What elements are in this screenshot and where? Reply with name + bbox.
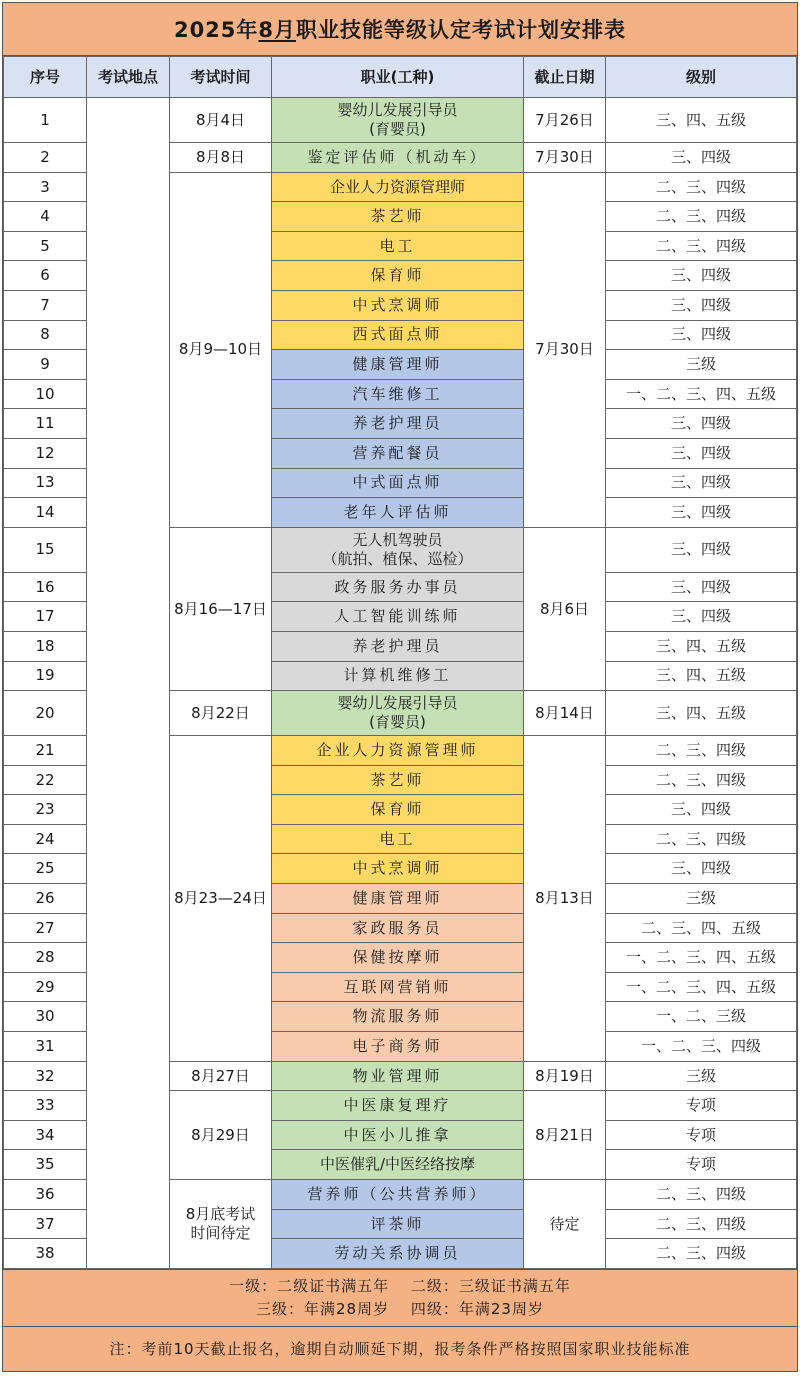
level-conditions <box>3 1270 797 1327</box>
header-job: 职业(工种) <box>272 57 524 98</box>
job-name-cell: 养老护理员 <box>272 409 524 439</box>
level-cell: 二、三、四级 <box>606 765 797 795</box>
row-number: 36 <box>4 1180 87 1210</box>
job-name-cell: 评茶师 <box>272 1209 524 1239</box>
row-number: 22 <box>4 765 87 795</box>
level-cell: 三级 <box>606 350 797 380</box>
job-name-cell: 互联网营销师 <box>272 972 524 1002</box>
job-name-cell: 企业人力资源管理师 <box>272 172 524 202</box>
job-name-cell: 西式面点师 <box>272 320 524 350</box>
row-number: 11 <box>4 409 87 439</box>
level-cell: 二、三、四级 <box>606 1180 797 1210</box>
job-name-cell: 中医小儿推拿 <box>272 1120 524 1150</box>
row-number: 1 <box>4 98 87 143</box>
title-suffix: 职业技能等级认定考试计划安排表 <box>296 18 627 42</box>
job-name-cell: 营养师（公共营养师） <box>272 1180 524 1210</box>
exam-time-cell: 8月27日 <box>170 1061 272 1091</box>
level-cell: 一、二、三、四、五级 <box>606 972 797 1002</box>
job-name-cell: 保育师 <box>272 261 524 291</box>
table-body <box>4 98 797 1269</box>
level-cell: 二、三、四级 <box>606 824 797 854</box>
row-number: 12 <box>4 438 87 468</box>
job-name-cell: 物流服务师 <box>272 1002 524 1032</box>
level-cell: 三、四级 <box>606 795 797 825</box>
row-number: 9 <box>4 350 87 380</box>
row-number: 30 <box>4 1002 87 1032</box>
row-number: 23 <box>4 795 87 825</box>
header-location: 考试地点 <box>87 57 170 98</box>
table-header-row <box>4 57 797 98</box>
level-cell: 二、三、四级 <box>606 1209 797 1239</box>
row-number: 31 <box>4 1032 87 1062</box>
job-name-cell: 健康管理师 <box>272 350 524 380</box>
job-name-cell: 鉴定评估师（机动车） <box>272 143 524 173</box>
row-number: 18 <box>4 631 87 661</box>
level-cell: 三级 <box>606 1061 797 1091</box>
deadline-cell: 8月21日 <box>524 1091 606 1180</box>
level-cell: 三、四、五级 <box>606 98 797 143</box>
job-name-cell: 政务服务办事员 <box>272 572 524 602</box>
job-name-cell: 老年人评估师 <box>272 498 524 528</box>
level-cell: 二、三、四级 <box>606 202 797 232</box>
notes-section <box>3 1269 797 1371</box>
level-cell: 三、四级 <box>606 602 797 632</box>
level-cell: 三、四级 <box>606 290 797 320</box>
row-number: 29 <box>4 972 87 1002</box>
level-cell: 二、三、四级 <box>606 736 797 766</box>
row-number: 17 <box>4 602 87 632</box>
job-name-cell: 中式烹调师 <box>272 854 524 884</box>
deadline-cell: 7月26日 <box>524 98 606 143</box>
job-name-cell: 营养配餐员 <box>272 438 524 468</box>
row-number: 4 <box>4 202 87 232</box>
header-level: 级别 <box>606 57 797 98</box>
level-cell: 三、四级 <box>606 143 797 173</box>
job-name-cell: 电工 <box>272 231 524 261</box>
level-cell: 三、四、五级 <box>606 631 797 661</box>
row-number: 14 <box>4 498 87 528</box>
row-number: 13 <box>4 468 87 498</box>
level-cell: 三、四、五级 <box>606 691 797 736</box>
level-cell: 三级 <box>606 884 797 914</box>
job-name-cell: 婴幼儿发展引导员 (育婴员) <box>272 691 524 736</box>
level-cell: 一、二、三、四、五级 <box>606 943 797 973</box>
deadline-cell: 8月19日 <box>524 1061 606 1091</box>
level-cell: 专项 <box>606 1120 797 1150</box>
job-name-cell: 中式烹调师 <box>272 290 524 320</box>
row-number: 7 <box>4 290 87 320</box>
exam-time-cell: 8月29日 <box>170 1091 272 1180</box>
exam-time-cell: 8月8日 <box>170 143 272 173</box>
exam-time-cell: 8月底考试 时间待定 <box>170 1180 272 1269</box>
row-number: 32 <box>4 1061 87 1091</box>
job-name-cell: 家政服务员 <box>272 913 524 943</box>
header-time: 考试时间 <box>170 57 272 98</box>
job-name-cell: 茶艺师 <box>272 202 524 232</box>
row-number: 24 <box>4 824 87 854</box>
row-number: 3 <box>4 172 87 202</box>
row-number: 26 <box>4 884 87 914</box>
deadline-cell: 待定 <box>524 1180 606 1269</box>
exam-time-cell: 8月23—24日 <box>170 736 272 1062</box>
level-cell: 一、二、三级 <box>606 1002 797 1032</box>
row-number: 37 <box>4 1209 87 1239</box>
level-cell: 三、四级 <box>606 438 797 468</box>
level-cell: 三、四级 <box>606 498 797 528</box>
job-name-cell: 无人机驾驶员 （航拍、植保、巡检） <box>272 527 524 572</box>
deadline-cell: 8月6日 <box>524 527 606 690</box>
level-cell: 三、四级 <box>606 854 797 884</box>
header-deadline: 截止日期 <box>524 57 606 98</box>
exam-time-cell: 8月9—10日 <box>170 172 272 527</box>
job-name-cell: 计算机维修工 <box>272 661 524 691</box>
job-name-cell: 茶艺师 <box>272 765 524 795</box>
job-name-cell: 中式面点师 <box>272 468 524 498</box>
exam-time-cell: 8月22日 <box>170 691 272 736</box>
exam-time-cell: 8月16—17日 <box>170 527 272 690</box>
level-cell: 三、四级 <box>606 527 797 572</box>
table-row <box>4 98 797 143</box>
job-name-cell: 养老护理员 <box>272 631 524 661</box>
condition-line-1: 一级：二级证书满五年 二级：三级证书满五年 <box>229 1277 571 1296</box>
header-no: 序号 <box>4 57 87 98</box>
job-name-cell: 汽车维修工 <box>272 379 524 409</box>
row-number: 8 <box>4 320 87 350</box>
title-prefix: 2025年 <box>173 18 259 42</box>
deadline-cell: 7月30日 <box>524 172 606 527</box>
deadline-cell: 7月30日 <box>524 143 606 173</box>
row-number: 10 <box>4 379 87 409</box>
row-number: 2 <box>4 143 87 173</box>
deadline-cell: 8月14日 <box>524 691 606 736</box>
level-cell: 一、二、三、四、五级 <box>606 379 797 409</box>
level-cell: 二、三、四、五级 <box>606 913 797 943</box>
job-name-cell: 电子商务师 <box>272 1032 524 1062</box>
title-month: 8月 <box>258 18 297 42</box>
row-number: 6 <box>4 261 87 291</box>
job-name-cell: 人工智能训练师 <box>272 602 524 632</box>
level-cell: 三、四级 <box>606 409 797 439</box>
deadline-cell: 8月13日 <box>524 736 606 1062</box>
row-number: 34 <box>4 1120 87 1150</box>
row-number: 28 <box>4 943 87 973</box>
level-cell: 三、四级 <box>606 468 797 498</box>
row-number: 35 <box>4 1150 87 1180</box>
schedule-table <box>3 56 797 1269</box>
job-name-cell: 中医康复理疗 <box>272 1091 524 1121</box>
job-name-cell: 健康管理师 <box>272 884 524 914</box>
job-name-cell: 电工 <box>272 824 524 854</box>
job-name-cell: 企业人力资源管理师 <box>272 736 524 766</box>
row-number: 27 <box>4 913 87 943</box>
job-name-cell: 劳动关系协调员 <box>272 1239 524 1269</box>
row-number: 16 <box>4 572 87 602</box>
location-cell <box>87 98 170 1269</box>
row-number: 38 <box>4 1239 87 1269</box>
condition-line-2: 三级：年满28周岁 四级：年满23周岁 <box>256 1299 544 1318</box>
level-cell: 三、四级 <box>606 572 797 602</box>
level-cell: 三、四、五级 <box>606 661 797 691</box>
schedule-sheet <box>2 2 798 1372</box>
level-cell: 二、三、四级 <box>606 231 797 261</box>
job-name-cell: 物业管理师 <box>272 1061 524 1091</box>
footnote: 注：考前10天截止报名，逾期自动顺延下期，报考条件严格按照国家职业技能标准 <box>109 1340 691 1359</box>
row-number: 5 <box>4 231 87 261</box>
row-number: 20 <box>4 691 87 736</box>
job-name-cell: 保育师 <box>272 795 524 825</box>
row-number: 33 <box>4 1091 87 1121</box>
level-cell: 一、二、三、四级 <box>606 1032 797 1062</box>
level-cell: 三、四级 <box>606 320 797 350</box>
job-name-cell: 婴幼儿发展引导员 (育婴员) <box>272 98 524 143</box>
job-name-cell: 中医催乳/中医经络按摩 <box>272 1150 524 1180</box>
level-cell: 三、四级 <box>606 261 797 291</box>
exam-time-cell: 8月4日 <box>170 98 272 143</box>
level-cell: 二、三、四级 <box>606 1239 797 1269</box>
job-name-cell: 保健按摩师 <box>272 943 524 973</box>
row-number: 19 <box>4 661 87 691</box>
row-number: 21 <box>4 736 87 766</box>
row-number: 25 <box>4 854 87 884</box>
level-cell: 专项 <box>606 1150 797 1180</box>
level-cell: 专项 <box>606 1091 797 1121</box>
page-title <box>3 3 797 56</box>
level-cell: 二、三、四级 <box>606 172 797 202</box>
row-number: 15 <box>4 527 87 572</box>
